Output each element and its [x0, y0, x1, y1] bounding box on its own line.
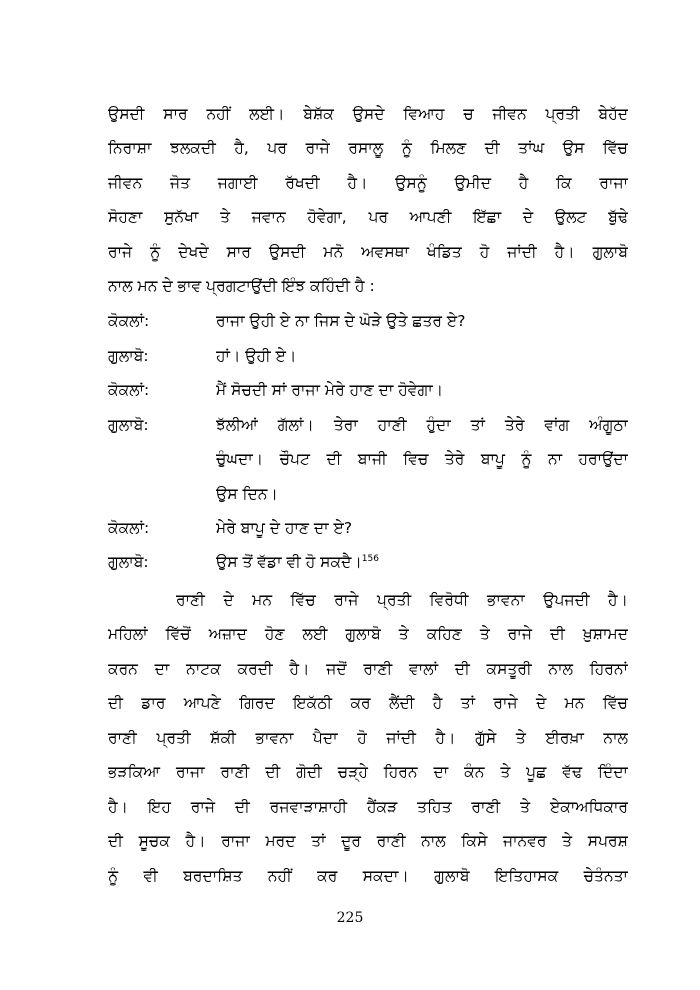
- paragraph-line: ਦੀ ਡਾਰ ਆਪਣੇ ਗਿਰਦ ਇਕੱਠੀ ਕਰ ਲੈਂਦੀ ਹੈ ਤਾਂ ਰਾਜੇ ਦੇ ਮਨ ਵਿੱਚ: [108, 694, 628, 712]
- dialogue-line: ਮੈਂ ਸੋਚਦੀ ਸਾਂ ਰਾਜਾ ਮੇਰੇ ਹਾਣ ਦਾ ਹੋਵੇਗਾ।: [216, 381, 444, 399]
- dialogue-speaker: ਕੋਕਲਾਂ:: [108, 519, 150, 537]
- dialogue-speaker: ਕੋਕਲਾਂ:: [108, 312, 150, 330]
- paragraph-line: ਨੂੰ ਵੀ ਬਰਦਾਸ਼ਿਤ ਨਹੀਂ ਕਰ ਸਕਦਾ। ਗੁਲਾਬੋ ਇਤਿਹਾਸਕ ਚੇਤੰਨਤਾ: [108, 867, 628, 885]
- paragraph-line: ਰਾਜੇ ਨੂੰ ਦੇਖਦੇ ਸਾਰ ਉਸਦੀ ਮਨੋ ਅਵਸਥਾ ਖੰਡਿਤ ਹੋ ਜਾਂਦੀ ਹੈ। ਗੁਲਾਬੋ: [108, 243, 628, 261]
- dialogue-text: ਉਸ ਤੋਂ ਵੱਡਾ ਵੀ ਹੋ ਸਕਦੈ।: [216, 553, 362, 571]
- paragraph-line: ਸੋਹਣਾ ਸੁਨੱਖਾ ਤੇ ਜਵਾਨ ਹੋਵੇਗਾ, ਪਰ ਆਪਣੀ ਇੱਛਾ ਦੇ ਉਲਟ ਬੁੱਢੇ: [108, 208, 628, 226]
- paragraph-line: ਮਹਿਲਾਂ ਵਿੱਚੋਂ ਅਜ਼ਾਦ ਹੋਣ ਲਈ ਗੁਲਾਬੋ ਤੇ ਕਹਿਣ ਤੇ ਰਾਜੇ ਦੀ ਖ਼ੁਸ਼ਾਮਦ: [108, 625, 628, 643]
- dialogue-line: [216, 551, 628, 573]
- paragraph-line: ਰਾਣੀ ਦੇ ਮਨ ਵਿੱਚ ਰਾਜੇ ਪ੍ਰਤੀ ਵਿਰੋਧੀ ਭਾਵਨਾ ਉਪਜਦੀ ਹੈ।: [176, 591, 628, 609]
- paragraph-line: ਰਾਣੀ ਪ੍ਰਤੀ ਸ਼ੱਕੀ ਭਾਵਨਾ ਪੈਦਾ ਹੋ ਜਾਂਦੀ ਹੈ। ਗੁੱਸੇ ਤੇ ਈਰਖ਼ਾ ਨਾਲ: [108, 729, 628, 747]
- paragraph-line: ਨਾਲ ਮਨ ਦੇ ਭਾਵ ਪ੍ਰਗਟਾਉਂਦੀ ਇੰਝ ਕਹਿੰਦੀ ਹੈ :: [108, 277, 375, 295]
- paragraph-line: ਉਸਦੀ ਸਾਰ ਨਹੀਂ ਲਈ। ਬੇਸ਼ੱਕ ਉਸਦੇ ਵਿਆਹ ਚ ਜੀਵਨ ਪ੍ਰਤੀ ਬੇਹੱਦ: [108, 105, 628, 123]
- paragraph-line: ਦੀ ਸੂਚਕ ਹੈ। ਰਾਜਾ ਮਰਦ ਤਾਂ ਦੂਰ ਰਾਣੀ ਨਾਲ ਕਿਸੇ ਜਾਨਵਰ ਤੇ ਸਪਰਸ਼: [108, 832, 628, 850]
- dialogue-speaker: ਗੁਲਾਬੋ:: [108, 416, 149, 434]
- dialogue-line: ਉਸ ਦਿਨ।: [216, 485, 278, 503]
- paragraph-line: ਕਰਨ ਦਾ ਨਾਟਕ ਕਰਦੀ ਹੈ। ਜਦੋਂ ਰਾਣੀ ਵਾਲਾਂ ਦੀ ਕਸਤੂਰੀ ਨਾਲ ਹਿਰਨਾਂ: [108, 660, 628, 678]
- dialogue-speaker: ਕੋਕਲਾਂ:: [108, 381, 150, 399]
- paragraph-line: ਨਿਰਾਸ਼ਾ ਝਲਕਦੀ ਹੈ, ਪਰ ਰਾਜੇ ਰਸਾਲੂ ਨੂੰ ਮਿਲਣ ਦੀ ਤਾਂਘ ਉਸ ਵਿੱਚ: [108, 139, 628, 157]
- dialogue-line: ਚੁੰਘਦਾ। ਚੌਪਟ ਦੀ ਬਾਜੀ ਵਿਚ ਤੇਰੇ ਬਾਪੂ ਨੂੰ ਨਾ ਹਰਾਉਂਦਾ: [216, 450, 628, 468]
- paragraph-line: ਭੜਕਿਆ ਰਾਜਾ ਰਾਣੀ ਦੀ ਗੋਦੀ ਚੜ੍ਹੇ ਹਿਰਨ ਦਾ ਕੰਨ ਤੇ ਪੂਛ ਵੱਢ ਦਿੰਦਾ: [108, 763, 628, 781]
- dialogue-line: ਝੱਲੀਆਂ ਗੱਲਾਂ। ਤੇਰਾ ਹਾਣੀ ਹੁੰਦਾ ਤਾਂ ਤੇਰੇ ਵਾਂਗ ਅੰਗੂਠਾ: [216, 416, 628, 434]
- footnote-marker: 156: [361, 553, 379, 564]
- dialogue-line: ਰਾਜਾ ਉਹੀ ਏ ਨਾ ਜਿਸ ਦੇ ਘੋੜੇ ਉਤੇ ਛਤਰ ਏ?: [216, 312, 466, 330]
- page-number: 225: [336, 910, 364, 926]
- dialogue-line: ਹਾਂ। ਉਹੀ ਏ।: [216, 347, 297, 365]
- dialogue-line: ਮੇਰੇ ਬਾਪੂ ਦੇ ਹਾਣ ਦਾ ਏ?: [216, 519, 353, 537]
- dialogue-speaker: ਗੁਲਾਬੋ:: [108, 553, 149, 571]
- paragraph-line: ਹੈ। ਇਹ ਰਾਜੇ ਦੀ ਰਜਵਾੜਾਸ਼ਾਹੀ ਹੈਂਕੜ ਤਹਿਤ ਰਾਣੀ ਤੇ ਏਕਾਅਧਿਕਾਰ: [108, 798, 628, 816]
- dialogue-speaker: ਗੁਲਾਬੋ:: [108, 347, 149, 365]
- paragraph-line: ਜੀਵਨ ਜੋਤ ਜਗਾਈ ਰੱਖਦੀ ਹੈ। ਉਸਨੂੰ ਉਮੀਦ ਹੈ ਕਿ ਰਾਜਾ: [108, 174, 628, 192]
